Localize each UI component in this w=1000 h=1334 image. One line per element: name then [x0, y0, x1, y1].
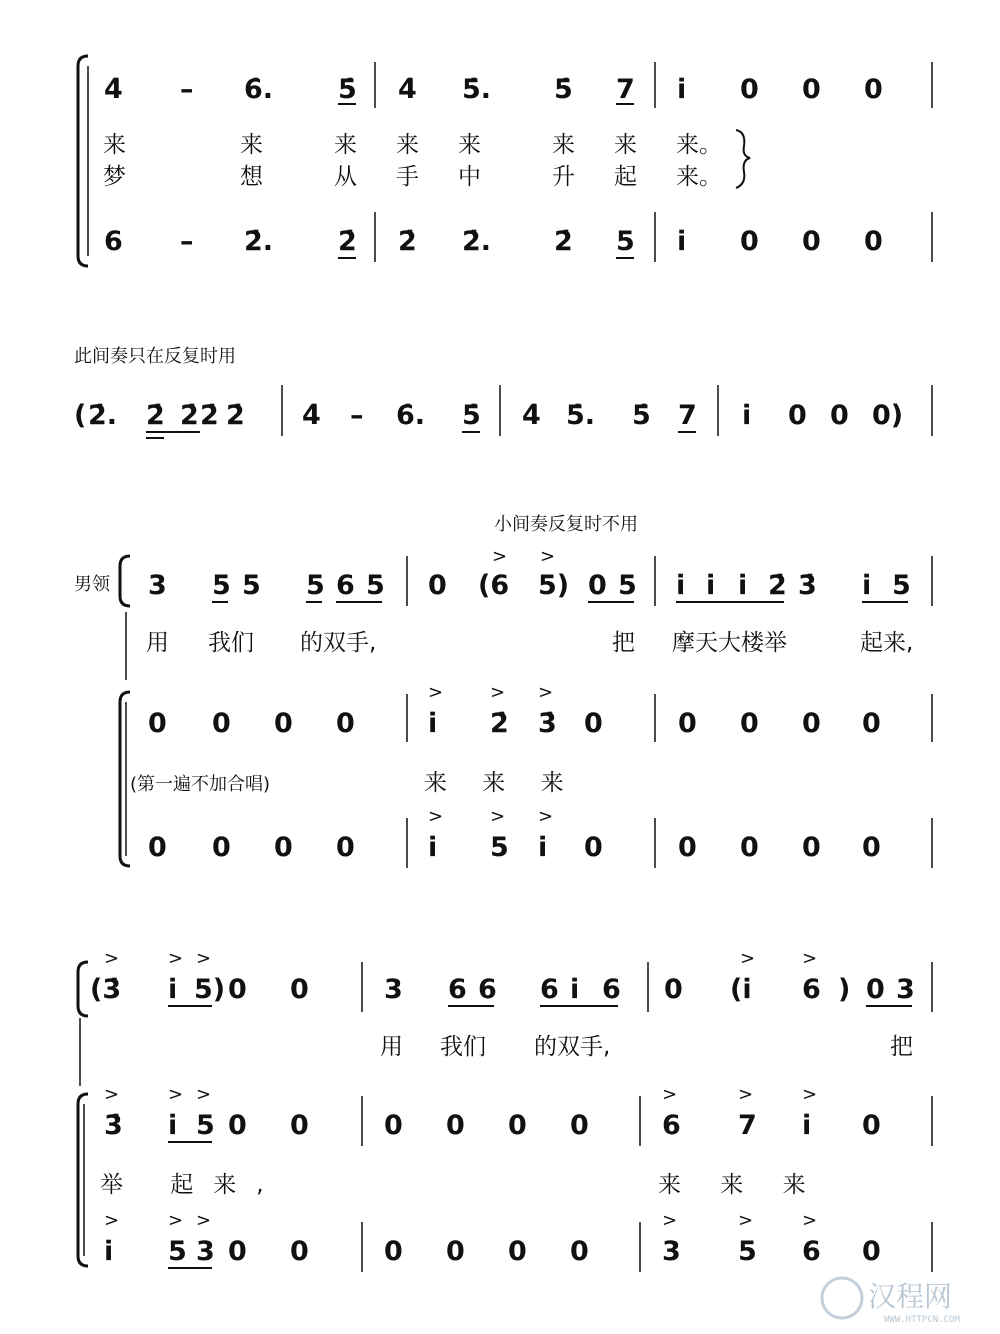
s4-lead-note: 3: [384, 974, 403, 1005]
s3-lead-note: i̇: [676, 570, 686, 601]
s4-chorus-upper-note: 0: [384, 1110, 403, 1141]
s1-upper-note: 6̇.: [244, 74, 274, 105]
interlude-note-num: 2̇: [200, 400, 219, 431]
s3-lead-note: i̇: [862, 570, 872, 601]
s4-lead-note: 0: [290, 974, 309, 1005]
svg-text:>: >: [740, 948, 756, 969]
s1-lower-note: 2̇: [338, 226, 357, 257]
s3-lead-note: 5: [892, 570, 911, 601]
svg-text:>: >: [428, 682, 444, 703]
s1-lyric: 来: [458, 132, 481, 158]
interlude-note-num: 6̇.: [396, 400, 426, 431]
s3-chorus-lower-note: 0: [862, 832, 881, 863]
s3-lead-note: 6: [336, 570, 355, 601]
s3-chorus-upper-note: 2̇: [490, 708, 509, 739]
interlude-note-num: 0): [872, 400, 904, 431]
s3-lead-note: 5: [618, 570, 637, 601]
s3-lead-note: 0: [428, 570, 447, 601]
s1-lower-note: –: [180, 226, 194, 257]
s4-chorus-lower-note: 0: [862, 1236, 881, 1267]
watermark-text: 汉程网: [868, 1280, 953, 1313]
s1-upper-note: 5̇.: [462, 74, 492, 105]
s4-chorus-upper-note: 3̇: [104, 1110, 123, 1141]
interlude-note-num: 2̇.: [88, 400, 118, 431]
s1-lyric: 升: [552, 164, 575, 190]
s1-lower-note: 2̇: [398, 226, 417, 257]
s4-chorus-upper-note: 0: [228, 1110, 247, 1141]
s1-lyric: 来: [103, 132, 126, 158]
svg-text:>: >: [802, 1084, 818, 1105]
s4-lead-lyric: 的双手,: [534, 1034, 611, 1060]
s3-chorus-upper-note: 0: [802, 708, 821, 739]
s3-lead-note: 2̇: [768, 570, 787, 601]
s4-chorus-upper-note: i̇: [802, 1110, 812, 1141]
svg-text:>: >: [538, 682, 554, 703]
s1-lyric: 梦: [103, 164, 126, 190]
s3-lead-note: i̇: [738, 570, 748, 601]
svg-text:>: >: [492, 546, 508, 567]
s3-lead-lyric: 把: [612, 630, 635, 656]
s3-lead-note: (6: [478, 570, 510, 601]
s1-upper-note: –: [180, 74, 194, 105]
s4-chorus-upper-note: 0: [446, 1110, 465, 1141]
s3-lead-lyric: 摩天大楼举: [672, 630, 787, 656]
interlude-note-num: 0: [830, 400, 849, 431]
s4-chorus-upper-note: 0: [290, 1110, 309, 1141]
s3-chorus-lower-note: 0: [336, 832, 355, 863]
s4-chorus-lyric: 来 来 来: [658, 1172, 822, 1198]
s1-lyric: 来: [614, 132, 637, 158]
s1-upper-note: i̇: [677, 74, 687, 105]
svg-text:>: >: [490, 682, 506, 703]
svg-text:>: >: [738, 1084, 754, 1105]
s3-lead-lyric: 我们: [208, 630, 254, 656]
s3-chorus-upper-note: i̇: [428, 708, 438, 739]
s4-lead-note: (3̇: [90, 974, 122, 1005]
s1-lyric: 来: [552, 132, 575, 158]
svg-text:>: >: [196, 948, 212, 969]
s1-lyric: 来: [240, 132, 263, 158]
s4-lead-note: 3: [896, 974, 915, 1005]
s4-chorus-lower-note: 5: [738, 1236, 757, 1267]
s4-chorus-lower-note: 0: [570, 1236, 589, 1267]
s3-lead-note: 5): [538, 570, 570, 601]
s1-upper-note: 5̇: [554, 74, 573, 105]
s4-lead-note: 6: [602, 974, 621, 1005]
s3-lead-note: 0: [588, 570, 607, 601]
svg-text:>: >: [168, 1210, 184, 1231]
s3-chorus-upper-note: 3̇: [538, 708, 557, 739]
s3-chorus-lower-note: 0: [740, 832, 759, 863]
s3-chorus-upper-note: 0: [678, 708, 697, 739]
s1-upper-note: 0: [740, 74, 759, 105]
interlude: [74, 346, 932, 438]
s3-chorus-upper-note: 0: [148, 708, 167, 739]
s3-chorus-upper-note: 0: [212, 708, 231, 739]
s4-chorus-lower-note: 0: [228, 1236, 247, 1267]
s4-chorus-upper-note: 0: [862, 1110, 881, 1141]
interlude-note-num: 0: [788, 400, 807, 431]
s4-lead-note: i̇: [570, 974, 580, 1005]
interlude-note-2: 小间奏反复时不用: [494, 514, 638, 535]
svg-text:>: >: [168, 948, 184, 969]
s1-lyric: 起: [614, 164, 637, 190]
svg-text:>: >: [104, 948, 120, 969]
svg-text:>: >: [540, 546, 556, 567]
s3-lead-lyric: 用: [146, 630, 169, 656]
svg-text:>: >: [428, 806, 444, 827]
s1-lower-note: 2̇.: [244, 226, 274, 257]
s1-lyric: 来。: [676, 164, 722, 190]
s3-lead-note: 5: [242, 570, 261, 601]
s3-chorus-lower-note: 0: [148, 832, 167, 863]
s3-lead-note: 5: [306, 570, 325, 601]
system-1: [78, 56, 932, 266]
s3-chorus-lower-note: i̇: [538, 832, 548, 863]
s1-lower-note: i̇: [677, 226, 687, 257]
chorus-note: (第一遍不加合唱): [130, 774, 271, 795]
s4-lead-lyric: 把: [890, 1034, 913, 1060]
s3-chorus-lower-note: 0: [212, 832, 231, 863]
s4-lead-note: i̇: [168, 974, 178, 1005]
s4-chorus-upper-note: 7: [738, 1110, 757, 1141]
s1-lower-note: 0: [864, 226, 883, 257]
system-3: [74, 514, 932, 868]
svg-text:>: >: [104, 1084, 120, 1105]
watermark: [822, 1278, 960, 1325]
s4-chorus-lower-note: 0: [508, 1236, 527, 1267]
s3-chorus-lower-note: 0: [274, 832, 293, 863]
s1-lower-note: 5: [616, 226, 635, 257]
s4-chorus-lower-note: 5: [168, 1236, 187, 1267]
s4-chorus-lower-note: 3: [196, 1236, 215, 1267]
s1-lyric: 来。: [676, 132, 722, 158]
s3-lead-note: 3: [148, 570, 167, 601]
s4-lead-note: 6: [540, 974, 559, 1005]
interlude-note-num: 5̇.: [566, 400, 596, 431]
s1-lower-note: 0: [802, 226, 821, 257]
svg-text:>: >: [196, 1210, 212, 1231]
s4-lead-note: ): [838, 974, 851, 1005]
interlude-note-num: 2̇: [226, 400, 245, 431]
s1-lyric: 来: [334, 132, 357, 158]
interlude-note-num: i̇: [742, 400, 752, 431]
s1-upper-note: 4̇: [104, 74, 123, 105]
svg-text:>: >: [738, 1210, 754, 1231]
svg-text:>: >: [104, 1210, 120, 1231]
interlude-note-num: 5̇: [632, 400, 651, 431]
s4-chorus-upper-note: 5: [196, 1110, 215, 1141]
s1-lyric: 从: [334, 164, 357, 190]
s4-lead-note: 6: [478, 974, 497, 1005]
system-4: [78, 948, 932, 1272]
interlude-note-num: 2̇: [146, 400, 165, 431]
s3-chorus-upper-note: 0: [274, 708, 293, 739]
s3-chorus-lyric: 来 来 来: [424, 770, 578, 796]
s4-chorus-lower-note: 0: [290, 1236, 309, 1267]
s4-lead-note: (i̇: [730, 974, 752, 1005]
svg-text:>: >: [168, 1084, 184, 1105]
s3-chorus-lower-note: 0: [584, 832, 603, 863]
s1-upper-note: 5̇: [338, 74, 357, 105]
s1-lyric: 想: [240, 164, 263, 190]
s1-lyric: 中: [458, 164, 481, 190]
s4-chorus-upper-note: 6: [662, 1110, 681, 1141]
s1-lower-note: 2̇: [554, 226, 573, 257]
s4-lead-note: 0: [228, 974, 247, 1005]
svg-text:>: >: [802, 1210, 818, 1231]
s3-lead-lyric: 起来,: [860, 630, 914, 656]
s4-chorus-lower-note: 6: [802, 1236, 821, 1267]
s3-chorus-upper-note: 0: [584, 708, 603, 739]
s3-chorus-upper-note: 0: [862, 708, 881, 739]
s1-lyric: 来: [396, 132, 419, 158]
interlude-note: 此间奏只在反复时用: [74, 346, 236, 367]
s3-chorus-upper-note: 0: [740, 708, 759, 739]
watermark-url: WWW.HTTPCN.COM: [884, 1315, 960, 1325]
s4-chorus-lyric: 举 起来,: [100, 1172, 284, 1198]
s1-upper-note: 0: [864, 74, 883, 105]
svg-text:>: >: [538, 806, 554, 827]
s1-upper-note: 0: [802, 74, 821, 105]
interlude-note-num: 7: [678, 400, 697, 431]
s4-chorus-lower-note: 0: [384, 1236, 403, 1267]
s3-lead-note: 3̇: [798, 570, 817, 601]
s3-lead-note: 5: [212, 570, 231, 601]
s4-lead-note: 6: [802, 974, 821, 1005]
s4-lead-note: 0: [664, 974, 683, 1005]
s4-chorus-upper-note: 0: [570, 1110, 589, 1141]
svg-text:>: >: [662, 1084, 678, 1105]
interlude-note-num: 4̇: [302, 400, 321, 431]
lyric-brace: [736, 130, 750, 188]
s3-chorus-lower-note: i̇: [428, 832, 438, 863]
s4-lead-lyric: 我们: [440, 1034, 486, 1060]
s4-chorus-upper-note: i̇: [168, 1110, 178, 1141]
s3-lead-note: i̇: [706, 570, 716, 601]
s1-lower-note: 6: [104, 226, 123, 257]
s3-chorus-lower-note: 0: [802, 832, 821, 863]
s3-lead-lyric: 的双手,: [300, 630, 377, 656]
s3-chorus-lower-note: 5: [490, 832, 509, 863]
s4-lead-lyric: 用: [380, 1034, 403, 1060]
interlude-note-num: 4̇: [522, 400, 541, 431]
s3-chorus-upper-note: 0: [336, 708, 355, 739]
s4-lead-note: 5): [194, 974, 226, 1005]
interlude-note-num: 5̇: [462, 400, 481, 431]
s4-lead-note: 6: [448, 974, 467, 1005]
s3-chorus-lower-note: 0: [678, 832, 697, 863]
svg-text:>: >: [490, 806, 506, 827]
s1-lower-note: 2̇.: [462, 226, 492, 257]
s1-upper-note: 4̇: [398, 74, 417, 105]
svg-text:>: >: [662, 1210, 678, 1231]
interlude-note-num: –: [350, 400, 364, 431]
s4-lead-note: 0: [866, 974, 885, 1005]
s4-chorus-lower-note: i̇: [104, 1236, 114, 1267]
svg-text:>: >: [196, 1084, 212, 1105]
interlude-note-num: (: [74, 400, 87, 431]
s4-chorus-lower-note: 0: [446, 1236, 465, 1267]
s1-lyric: 手: [396, 164, 419, 190]
interlude-note-num: 2̇: [180, 400, 199, 431]
s1-lower-note: 0: [740, 226, 759, 257]
s4-chorus-lower-note: 3: [662, 1236, 681, 1267]
s3-lead-note: 5: [366, 570, 385, 601]
s1-upper-note: 7: [616, 74, 635, 105]
part-label: 男领: [74, 574, 110, 595]
s4-chorus-upper-note: 0: [508, 1110, 527, 1141]
svg-text:>: >: [802, 948, 818, 969]
